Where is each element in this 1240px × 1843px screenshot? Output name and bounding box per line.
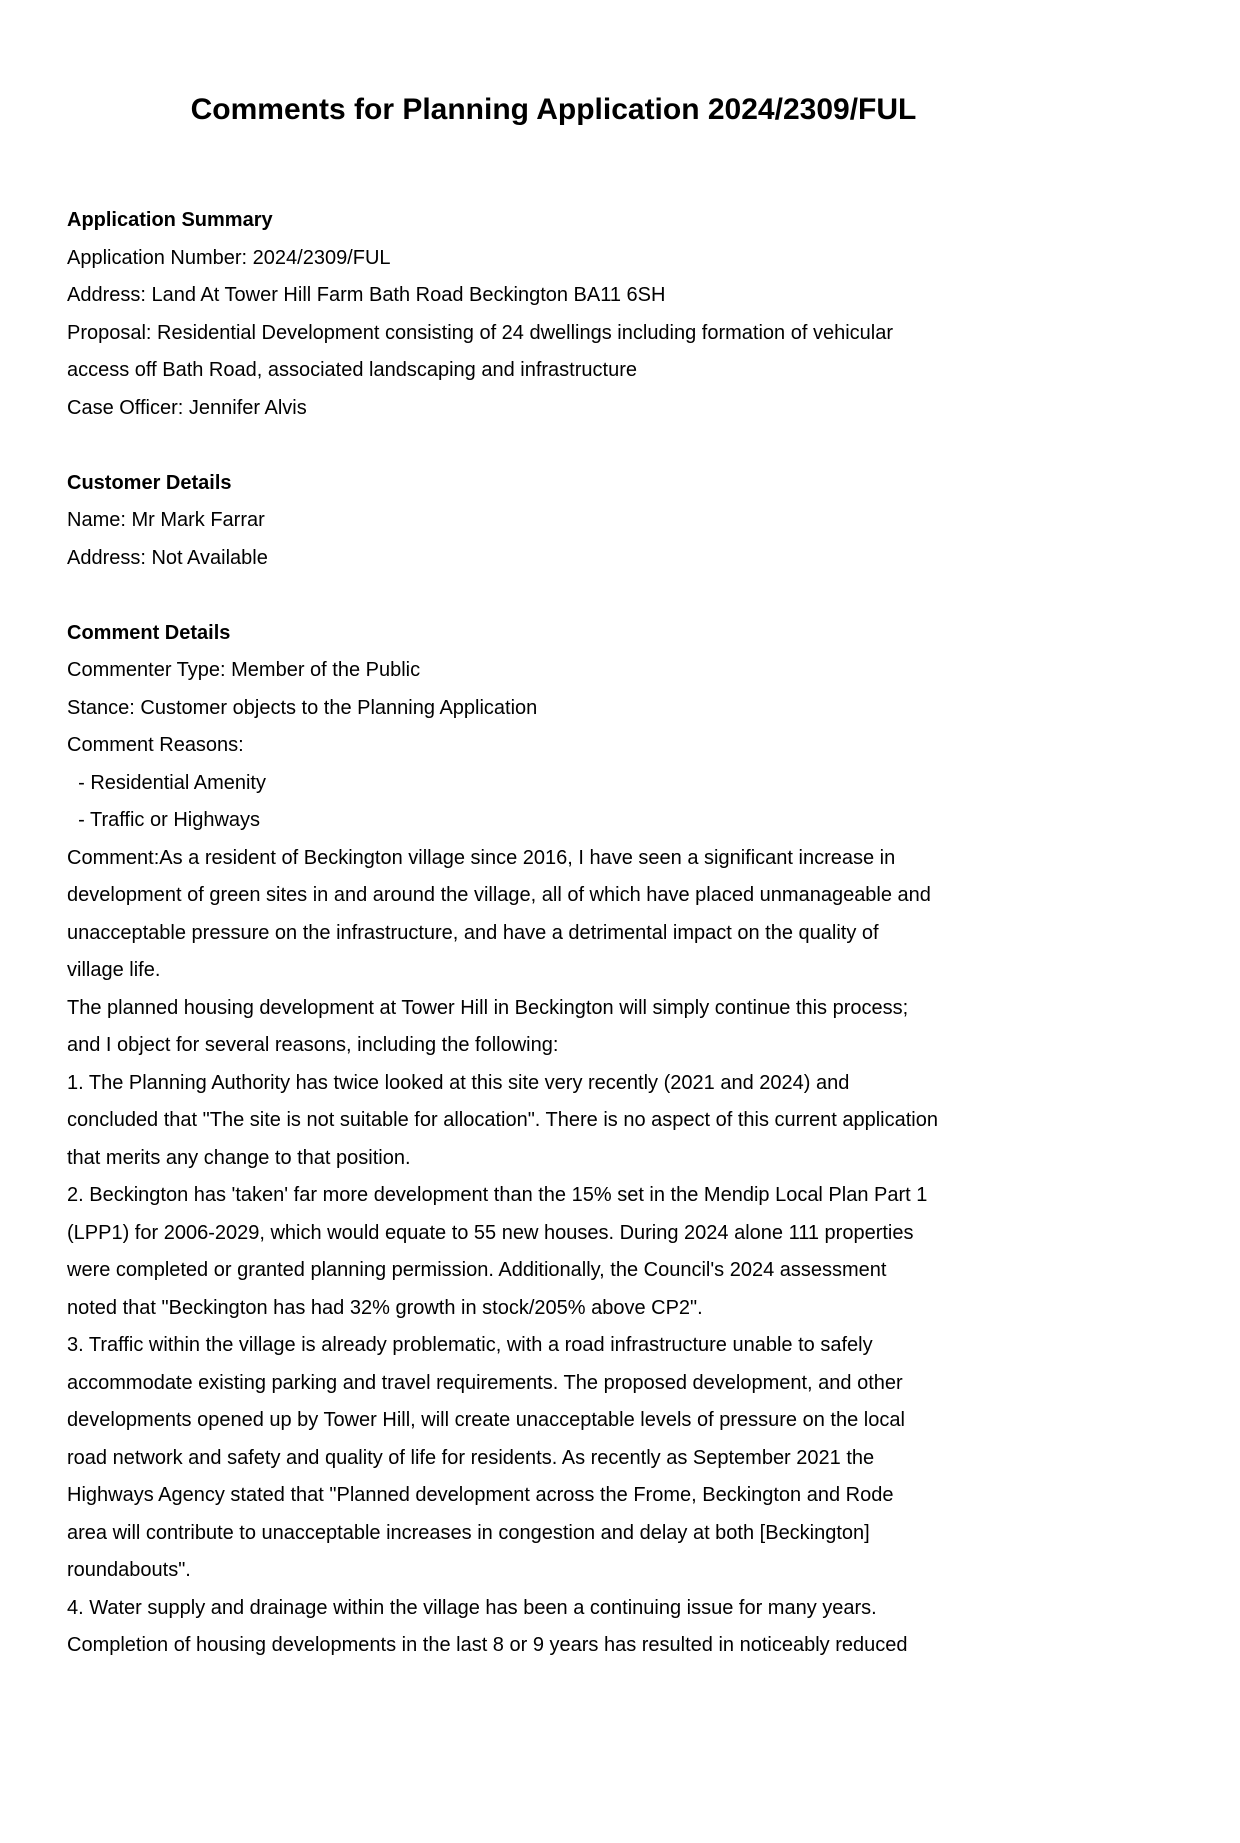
comment-text-line: developments opened up by Tower Hill, will create unacceptable levels of pressure on the local <box>67 1409 905 1431</box>
comment-text-line: noted that "Beckington has had 32% growth in stock/205% above CP2". <box>67 1296 703 1319</box>
document-page <box>0 88 1240 1843</box>
document-content <box>67 88 1040 1665</box>
line-application-number: Application Number: 2024/2309/FUL <box>67 246 391 269</box>
section-application-summary <box>67 202 1040 427</box>
section-customer-details <box>67 465 1040 578</box>
comment-text-line: and I object for several reasons, including the following: <box>67 1034 559 1056</box>
comment-text-line: village life. <box>67 959 161 981</box>
line-case-officer: Case Officer: Jennifer Alvis <box>67 396 307 419</box>
comment-text-line: Highways Agency stated that "Planned development across the Frome, Beckington and Rode <box>67 1484 894 1506</box>
customer-details-heading: Customer Details <box>67 471 232 494</box>
comment-text-line: Comment:As a resident of Beckington village since 2016, I have seen a significant increase in <box>67 846 896 869</box>
comment-text-line: (LPP1) for 2006-2029, which would equate to 55 new houses. During 2024 alone 111 properties <box>67 1221 914 1244</box>
line-commenter-type: Commenter Type: Member of the Public <box>67 659 421 681</box>
comment-text-line: that merits any change to that position. <box>67 1146 411 1169</box>
line-comment-reasons-label: Comment Reasons: <box>67 734 244 756</box>
line-proposal-wrap: access off Bath Road, associated landscaping and infrastructure <box>67 359 637 381</box>
page-title: Comments for Planning Application 2024/2309/FUL <box>190 93 917 126</box>
line-address: Address: Land At Tower Hill Farm Bath Road Beckington BA11 6SH <box>67 284 666 306</box>
comment-text-line: The planned housing development at Tower Hill in Beckington will simply continue this process; <box>67 996 909 1019</box>
comment-details-heading: Comment Details <box>67 621 231 644</box>
comment-text-line: 1. The Planning Authority has twice looked at this site very recently (2021 and 2024) and <box>67 1071 850 1094</box>
comment-text-line: were completed or granted planning permission. Additionally, the Council's 2024 assessment <box>67 1259 887 1281</box>
line-stance: Stance: Customer objects to the Planning Application <box>67 696 538 719</box>
section-comment-details <box>67 615 1040 1665</box>
application-summary-heading: Application Summary <box>67 209 273 231</box>
comment-text-line: unacceptable pressure on the infrastructure, and have a detrimental impact on the quality of <box>67 921 879 944</box>
line-proposal: Proposal: Residential Development consisting of 24 dwellings including formation of vehicular <box>67 321 894 344</box>
comment-text-line: development of green sites in and around the village, all of which have placed unmanageable and <box>67 884 931 906</box>
line-reason-traffic-highways: - Traffic or Highways <box>67 809 261 831</box>
comment-text-line: 3. Traffic within the village is already problematic, with a road infrastructure unable to safely <box>67 1334 873 1356</box>
comment-text-line: Completion of housing developments in the last 8 or 9 years has resulted in noticeably reduced <box>67 1634 908 1656</box>
comment-text-line: 2. Beckington has 'taken' far more development than the 15% set in the Mendip Local Plan Part 1 <box>67 1184 928 1206</box>
comment-text-line: concluded that "The site is not suitable for allocation". There is no aspect of this current application <box>67 1109 938 1131</box>
line-reason-residential-amenity: - Residential Amenity <box>67 771 266 794</box>
comment-text-line: road network and safety and quality of life for residents. As recently as September 2021 the <box>67 1446 875 1469</box>
line-customer-address: Address: Not Available <box>67 546 268 569</box>
comment-text-line: area will contribute to unacceptable increases in congestion and delay at both [Beckington] <box>67 1521 870 1544</box>
line-customer-name: Name: Mr Mark Farrar <box>67 509 265 531</box>
comment-text-line: accommodate existing parking and travel requirements. The proposed development, and other <box>67 1371 903 1394</box>
comment-text-line: roundabouts". <box>67 1559 191 1581</box>
comment-text-line: 4. Water supply and drainage within the village has been a continuing issue for many years. <box>67 1596 877 1619</box>
